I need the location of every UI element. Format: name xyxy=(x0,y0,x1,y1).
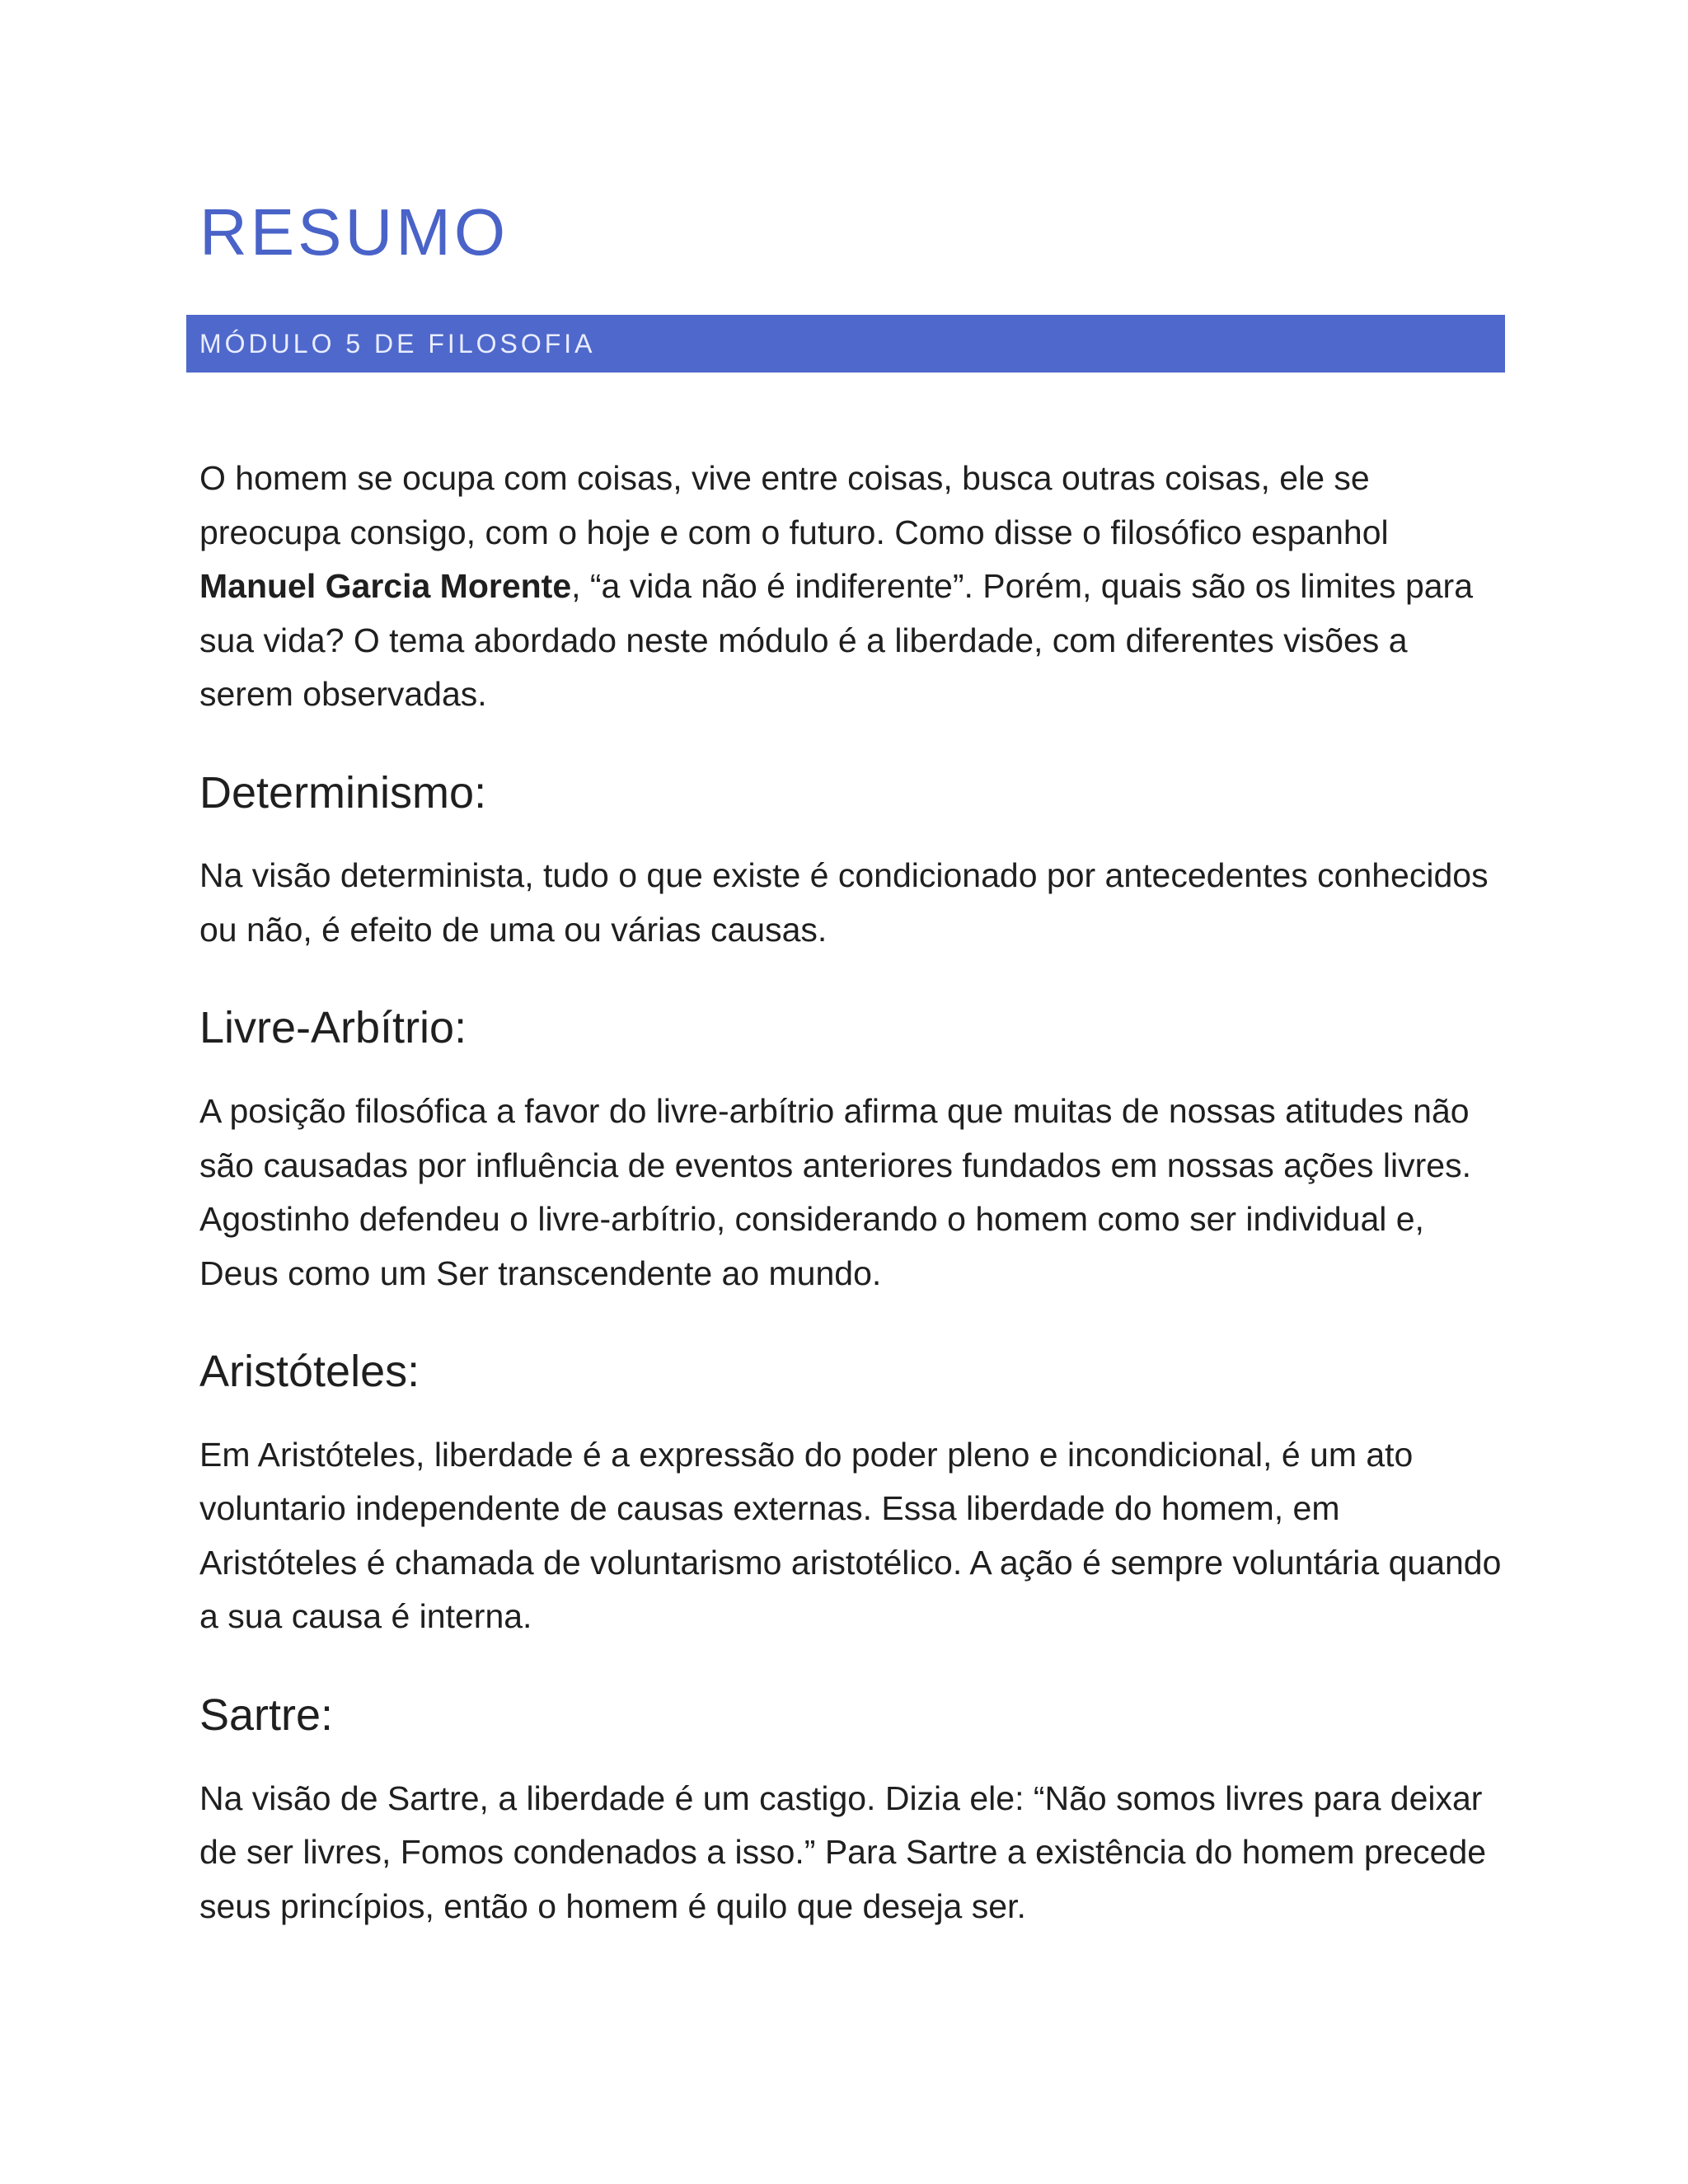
subtitle-bar xyxy=(186,315,1505,373)
intro-paragraph xyxy=(199,452,1502,722)
document-body xyxy=(199,452,1502,1933)
intro-text-part2: , “a vida não é indiferente”. Porém, quais são os limites para sua vida? O tema abordado neste módulo é a liberdade, com diferentes visões a serem observadas. xyxy=(199,567,1474,713)
section-heading-sartre: Sartre: xyxy=(199,1690,334,1740)
document-subtitle: MÓDULO 5 DE FILOSOFIA xyxy=(199,329,596,359)
section-text-livre-arbitrio: A posição filosófica a favor do livre-arbítrio afirma que muitas de nossas atitudes não são causadas por influência de eventos anteriores fundados em nossas ações livres. Agostinho defendeu o livre-arbítrio, considerando o homem como ser individual e, Deus como um Ser transcendente ao mundo. xyxy=(199,1092,1471,1292)
intro-text-part1: O homem se ocupa com coisas, vive entre coisas, busca outras coisas, ele se preocupa consigo, com o hoje e com o futuro. Como disse o filosófico espanhol xyxy=(199,459,1389,551)
section-heading-aristoteles: Aristóteles: xyxy=(199,1347,420,1397)
section-heading-determinismo: Determinismo: xyxy=(199,767,487,818)
section-text-aristoteles: Em Aristóteles, liberdade é a expressão do poder pleno e incondicional, é um ato voluntario independente de causas externas. Essa liberdade do homem, em Aristóteles é chamada de voluntarismo aristotélico. A ação é sempre voluntária quando a sua causa é interna. xyxy=(199,1435,1502,1636)
section-heading-livre-arbitrio: Livre-Arbítrio: xyxy=(199,1003,467,1053)
document-title: RESUMO xyxy=(199,195,509,269)
intro-author-name: Manuel Garcia Morente xyxy=(199,567,572,605)
section-text-determinismo: Na visão determinista, tudo o que existe é condicionado por antecedentes conhecidos ou não, é efeito de uma ou várias causas. xyxy=(199,856,1489,949)
section-text-sartre: Na visão de Sartre, a liberdade é um castigo. Dizia ele: “Não somos livres para deixar de ser livres, Fomos condenados a isso.” Para Sartre a existência do homem precede seus princípios, então o homem é quilo que deseja ser. xyxy=(199,1779,1487,1925)
